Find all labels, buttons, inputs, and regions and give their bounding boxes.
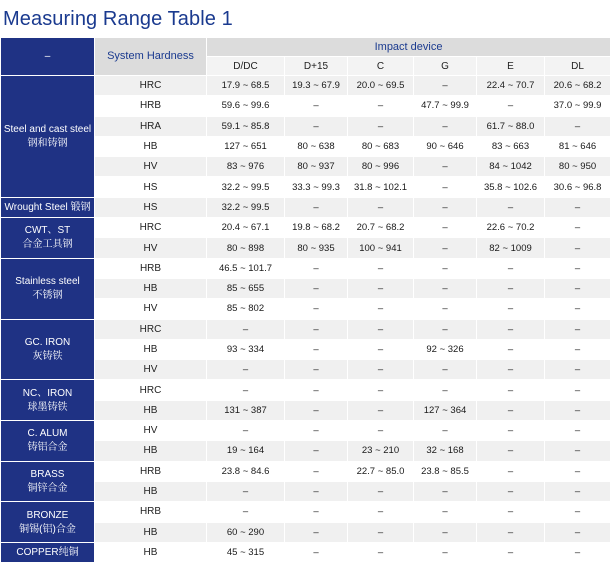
range-value-cell: 30.6 ~ 96.8 bbox=[545, 177, 611, 197]
range-value-cell: – bbox=[285, 258, 348, 278]
range-value-cell: – bbox=[545, 360, 611, 380]
device-header-d15: D+15 bbox=[285, 57, 348, 76]
range-value-cell: – bbox=[414, 542, 477, 562]
range-value-cell: – bbox=[545, 380, 611, 400]
range-value-cell: – bbox=[414, 421, 477, 441]
material-name: CWT、ST bbox=[24, 225, 71, 237]
range-value-cell: – bbox=[348, 96, 414, 116]
hardness-scale-cell: HB bbox=[95, 136, 207, 156]
range-value-cell: 45 ~ 315 bbox=[207, 542, 285, 562]
range-value-cell: 31.8 ~ 102.1 bbox=[348, 177, 414, 197]
range-value-cell: 46.5 ~ 101.7 bbox=[207, 258, 285, 278]
range-value-cell: – bbox=[414, 319, 477, 339]
hardness-scale-cell: HV bbox=[95, 157, 207, 177]
material-cell bbox=[1, 319, 95, 380]
hardness-scale-cell: HRC bbox=[95, 319, 207, 339]
range-value-cell: 59.6 ~ 99.6 bbox=[207, 96, 285, 116]
material-cell bbox=[1, 258, 95, 319]
material-name-cn: 不锈钢 bbox=[32, 290, 63, 302]
table-row bbox=[1, 76, 611, 96]
range-value-cell: – bbox=[348, 116, 414, 136]
range-value-cell: – bbox=[348, 278, 414, 298]
range-value-cell: – bbox=[545, 197, 611, 217]
range-value-cell: – bbox=[285, 400, 348, 420]
hardness-scale-cell: HB bbox=[95, 441, 207, 461]
material-name-cn: 铸铝合金 bbox=[27, 442, 68, 454]
range-value-cell: – bbox=[545, 441, 611, 461]
range-value-cell: 23.8 ~ 84.6 bbox=[207, 461, 285, 481]
device-header-e: E bbox=[477, 57, 545, 76]
range-value-cell: 80 ~ 937 bbox=[285, 157, 348, 177]
material-name-cn: 铜锡(铝)合金 bbox=[19, 523, 76, 535]
range-value-cell: 47.7 ~ 99.9 bbox=[414, 96, 477, 116]
range-value-cell: – bbox=[545, 502, 611, 522]
table-row bbox=[1, 319, 611, 339]
range-value-cell: – bbox=[414, 177, 477, 197]
table-row bbox=[1, 542, 611, 562]
range-value-cell: – bbox=[207, 481, 285, 501]
material-name-cn: 球墨铸铁 bbox=[27, 401, 68, 413]
range-value-cell: 83 ~ 663 bbox=[477, 136, 545, 156]
range-value-cell: – bbox=[545, 542, 611, 562]
range-value-cell: – bbox=[348, 481, 414, 501]
range-value-cell: – bbox=[207, 319, 285, 339]
table-row bbox=[1, 258, 611, 278]
range-value-cell: 83 ~ 976 bbox=[207, 157, 285, 177]
hardness-scale-cell: HS bbox=[95, 197, 207, 217]
range-value-cell: – bbox=[285, 197, 348, 217]
table-row bbox=[1, 218, 611, 238]
range-value-cell: – bbox=[414, 502, 477, 522]
range-value-cell: – bbox=[545, 238, 611, 258]
range-value-cell: – bbox=[348, 360, 414, 380]
range-value-cell: – bbox=[477, 481, 545, 501]
range-value-cell: 80 ~ 638 bbox=[285, 136, 348, 156]
range-value-cell: – bbox=[207, 502, 285, 522]
range-value-cell: – bbox=[545, 299, 611, 319]
range-value-cell: – bbox=[414, 380, 477, 400]
range-value-cell: 32.2 ~ 99.5 bbox=[207, 197, 285, 217]
hardness-scale-cell: HB bbox=[95, 339, 207, 359]
range-value-cell: 32.2 ~ 99.5 bbox=[207, 177, 285, 197]
material-cell bbox=[1, 76, 95, 198]
range-value-cell: 84 ~ 1042 bbox=[477, 157, 545, 177]
hardness-scale-cell: HS bbox=[95, 177, 207, 197]
device-header-d-dc: D/DC bbox=[207, 57, 285, 76]
material-name: GC. IRON bbox=[24, 337, 71, 348]
range-value-cell: 22.4 ~ 70.7 bbox=[477, 76, 545, 96]
range-value-cell: – bbox=[348, 421, 414, 441]
range-value-cell: 35.8 ~ 102.6 bbox=[477, 177, 545, 197]
range-value-cell: – bbox=[348, 258, 414, 278]
table-row bbox=[1, 197, 611, 217]
range-value-cell: – bbox=[545, 319, 611, 339]
material-cell bbox=[1, 218, 95, 259]
range-value-cell: 131 ~ 387 bbox=[207, 400, 285, 420]
device-header-g: G bbox=[414, 57, 477, 76]
material-name: Steel and cast steel bbox=[3, 123, 92, 135]
range-value-cell: 20.6 ~ 68.2 bbox=[545, 76, 611, 96]
range-value-cell: 23 ~ 210 bbox=[348, 441, 414, 461]
range-value-cell: 32 ~ 168 bbox=[414, 441, 477, 461]
range-value-cell: – bbox=[285, 339, 348, 359]
range-value-cell: – bbox=[348, 339, 414, 359]
material-name: COPPER纯铜 bbox=[16, 546, 79, 558]
range-value-cell: – bbox=[477, 319, 545, 339]
range-value-cell: 127 ~ 651 bbox=[207, 136, 285, 156]
hardness-scale-cell: HRB bbox=[95, 258, 207, 278]
material-name: Wrought Steel 锻钢 bbox=[4, 201, 91, 213]
range-value-cell: – bbox=[477, 542, 545, 562]
range-value-cell: – bbox=[545, 218, 611, 238]
range-value-cell: – bbox=[414, 197, 477, 217]
range-value-cell: 22.7 ~ 85.0 bbox=[348, 461, 414, 481]
range-value-cell: – bbox=[285, 542, 348, 562]
range-value-cell: – bbox=[285, 421, 348, 441]
material-name: BRASS bbox=[30, 468, 65, 480]
hardness-scale-cell: HB bbox=[95, 278, 207, 298]
material-cell bbox=[1, 461, 95, 502]
table-row bbox=[1, 380, 611, 400]
range-value-cell: 81 ~ 646 bbox=[545, 136, 611, 156]
range-value-cell: – bbox=[285, 319, 348, 339]
range-value-cell: – bbox=[348, 502, 414, 522]
range-value-cell: – bbox=[477, 299, 545, 319]
range-value-cell: – bbox=[348, 197, 414, 217]
material-cell bbox=[1, 197, 95, 217]
range-value-cell: 92 ~ 326 bbox=[414, 339, 477, 359]
range-value-cell: – bbox=[414, 116, 477, 136]
range-value-cell: 85 ~ 802 bbox=[207, 299, 285, 319]
table-row bbox=[1, 461, 611, 481]
table-row bbox=[1, 421, 611, 441]
measuring-range-table bbox=[0, 37, 611, 563]
range-value-cell: 80 ~ 935 bbox=[285, 238, 348, 258]
range-value-cell: 80 ~ 683 bbox=[348, 136, 414, 156]
range-value-cell: 23.8 ~ 85.5 bbox=[414, 461, 477, 481]
range-value-cell: – bbox=[545, 461, 611, 481]
range-value-cell: 85 ~ 655 bbox=[207, 278, 285, 298]
range-value-cell: – bbox=[477, 278, 545, 298]
hardness-scale-cell: HB bbox=[95, 400, 207, 420]
range-value-cell: 80 ~ 950 bbox=[545, 157, 611, 177]
range-value-cell: – bbox=[414, 522, 477, 542]
hardness-scale-cell: HB bbox=[95, 542, 207, 562]
hardness-scale-cell: HV bbox=[95, 299, 207, 319]
material-name-cn: 合金工具钢 bbox=[22, 239, 73, 251]
header-system-hardness: System Hardness bbox=[95, 38, 207, 76]
range-value-cell: – bbox=[477, 400, 545, 420]
range-value-cell: – bbox=[285, 481, 348, 501]
range-value-cell: 17.9 ~ 68.5 bbox=[207, 76, 285, 96]
range-value-cell: 90 ~ 646 bbox=[414, 136, 477, 156]
range-value-cell: – bbox=[414, 76, 477, 96]
hardness-scale-cell: HRB bbox=[95, 461, 207, 481]
range-value-cell: – bbox=[285, 461, 348, 481]
range-value-cell: 61.7 ~ 88.0 bbox=[477, 116, 545, 136]
range-value-cell: 19 ~ 164 bbox=[207, 441, 285, 461]
range-value-cell: – bbox=[285, 299, 348, 319]
range-value-cell: – bbox=[414, 481, 477, 501]
range-value-cell: 80 ~ 898 bbox=[207, 238, 285, 258]
range-value-cell: 20.7 ~ 68.2 bbox=[348, 218, 414, 238]
hardness-scale-cell: HRB bbox=[95, 502, 207, 522]
range-value-cell: – bbox=[477, 421, 545, 441]
range-value-cell: – bbox=[348, 380, 414, 400]
range-value-cell: – bbox=[477, 360, 545, 380]
hardness-scale-cell: HRC bbox=[95, 76, 207, 96]
range-value-cell: – bbox=[477, 339, 545, 359]
range-value-cell: – bbox=[414, 360, 477, 380]
range-value-cell: 82 ~ 1009 bbox=[477, 238, 545, 258]
range-value-cell: – bbox=[207, 380, 285, 400]
range-value-cell: – bbox=[414, 157, 477, 177]
range-value-cell: – bbox=[477, 197, 545, 217]
range-value-cell: – bbox=[348, 299, 414, 319]
range-value-cell: 60 ~ 290 bbox=[207, 522, 285, 542]
range-value-cell: – bbox=[477, 522, 545, 542]
range-value-cell: – bbox=[348, 319, 414, 339]
range-value-cell: – bbox=[285, 278, 348, 298]
range-value-cell: 93 ~ 334 bbox=[207, 339, 285, 359]
page-title: Measuring Range Table 1 bbox=[3, 8, 233, 30]
range-value-cell: – bbox=[545, 522, 611, 542]
range-value-cell: – bbox=[545, 481, 611, 501]
range-value-cell: 33.3 ~ 99.3 bbox=[285, 177, 348, 197]
range-value-cell: – bbox=[285, 441, 348, 461]
hardness-scale-cell: HRA bbox=[95, 116, 207, 136]
range-value-cell: 37.0 ~ 99.9 bbox=[545, 96, 611, 116]
range-value-cell: – bbox=[285, 96, 348, 116]
material-name-cn: 钢和铸钢 bbox=[27, 137, 68, 149]
range-value-cell: – bbox=[414, 258, 477, 278]
hardness-scale-cell: HV bbox=[95, 238, 207, 258]
range-value-cell: – bbox=[545, 278, 611, 298]
hardness-scale-cell: HRC bbox=[95, 380, 207, 400]
material-name: BRONZE bbox=[26, 509, 69, 521]
range-value-cell: 19.8 ~ 68.2 bbox=[285, 218, 348, 238]
range-value-cell: 100 ~ 941 bbox=[348, 238, 414, 258]
range-value-cell: – bbox=[285, 360, 348, 380]
range-value-cell: – bbox=[348, 542, 414, 562]
range-value-cell: – bbox=[348, 522, 414, 542]
range-value-cell: 19.3 ~ 67.9 bbox=[285, 76, 348, 96]
table-body bbox=[1, 38, 611, 563]
material-cell bbox=[1, 380, 95, 421]
hardness-scale-cell: HRB bbox=[95, 96, 207, 116]
material-name: C. ALUM bbox=[27, 428, 68, 440]
material-name: NC、IRON bbox=[22, 387, 73, 399]
range-value-cell: – bbox=[414, 278, 477, 298]
device-header-dl: DL bbox=[545, 57, 611, 76]
material-cell bbox=[1, 421, 95, 462]
hardness-scale-cell: HB bbox=[95, 481, 207, 501]
range-value-cell: – bbox=[285, 116, 348, 136]
range-value-cell: – bbox=[545, 339, 611, 359]
range-value-cell: 127 ~ 364 bbox=[414, 400, 477, 420]
range-value-cell: – bbox=[414, 299, 477, 319]
range-value-cell: – bbox=[207, 360, 285, 380]
range-value-cell: – bbox=[545, 258, 611, 278]
range-value-cell: – bbox=[477, 380, 545, 400]
material-cell bbox=[1, 502, 95, 543]
material-name-cn: 灰铸铁 bbox=[32, 351, 63, 362]
range-value-cell: – bbox=[545, 400, 611, 420]
range-value-cell: – bbox=[477, 502, 545, 522]
range-value-cell: 80 ~ 996 bbox=[348, 157, 414, 177]
header-corner-cell: – bbox=[1, 38, 95, 76]
range-value-cell: 59.1 ~ 85.8 bbox=[207, 116, 285, 136]
range-value-cell: 22.6 ~ 70.2 bbox=[477, 218, 545, 238]
hardness-scale-cell: HRC bbox=[95, 218, 207, 238]
range-value-cell: – bbox=[414, 238, 477, 258]
range-value-cell: – bbox=[285, 380, 348, 400]
range-value-cell: 20.4 ~ 67.1 bbox=[207, 218, 285, 238]
device-header-c: C bbox=[348, 57, 414, 76]
range-value-cell: – bbox=[348, 400, 414, 420]
material-cell bbox=[1, 542, 95, 562]
range-value-cell: – bbox=[285, 522, 348, 542]
material-name: Stainless steel bbox=[15, 276, 80, 288]
range-value-cell: – bbox=[285, 502, 348, 522]
range-value-cell: – bbox=[207, 421, 285, 441]
range-value-cell: 20.0 ~ 69.5 bbox=[348, 76, 414, 96]
material-name-cn: 铜锌合金 bbox=[27, 482, 68, 494]
range-value-cell: – bbox=[545, 116, 611, 136]
range-value-cell: – bbox=[477, 258, 545, 278]
hardness-scale-cell: HV bbox=[95, 360, 207, 380]
hardness-scale-cell: HV bbox=[95, 421, 207, 441]
range-value-cell: – bbox=[414, 218, 477, 238]
header-impact-device: Impact device bbox=[207, 38, 611, 57]
hardness-scale-cell: HB bbox=[95, 522, 207, 542]
range-value-cell: – bbox=[545, 421, 611, 441]
range-value-cell: – bbox=[477, 96, 545, 116]
range-value-cell: – bbox=[477, 461, 545, 481]
range-value-cell: – bbox=[477, 441, 545, 461]
table-row bbox=[1, 502, 611, 522]
